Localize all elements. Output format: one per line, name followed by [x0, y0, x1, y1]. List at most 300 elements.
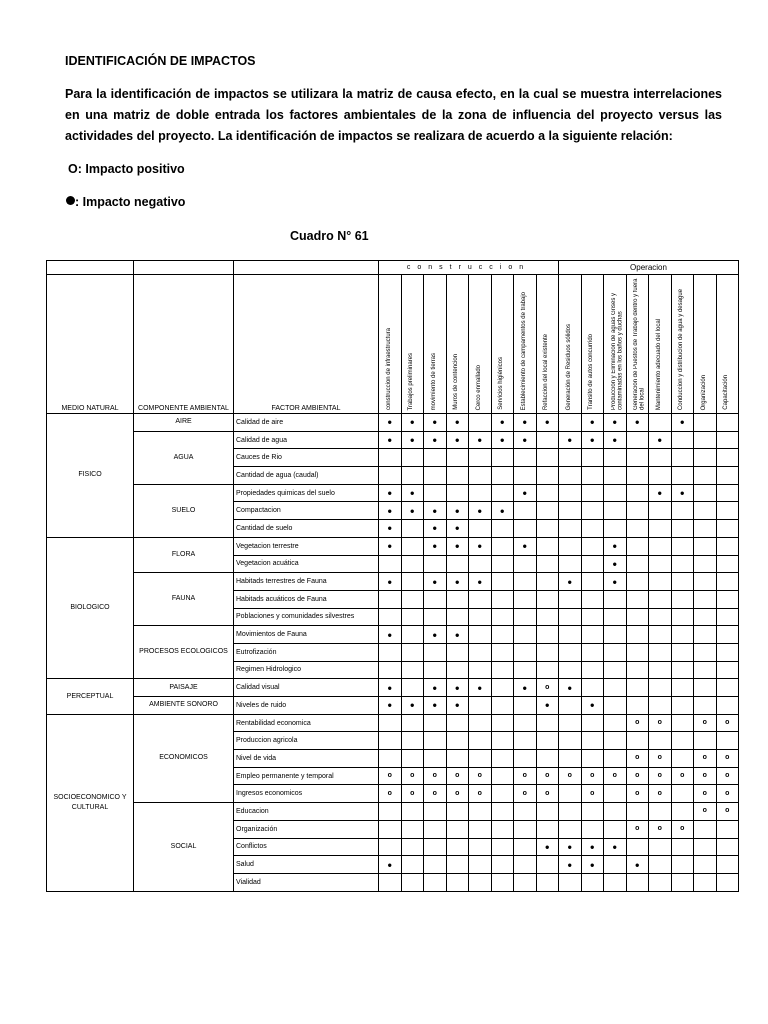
- empty-mark-cell: [401, 803, 424, 821]
- positive-impact-mark: o: [694, 750, 717, 768]
- empty-mark-cell: [604, 732, 627, 750]
- activity-label: Servicios higiénicos: [498, 357, 505, 410]
- empty-mark-cell: [401, 661, 424, 679]
- negative-impact-mark: •: [424, 697, 447, 715]
- empty-mark-cell: [649, 555, 672, 573]
- negative-impact-mark: •: [446, 431, 469, 449]
- component-cell: PROCESOS ECOLOGICOS: [134, 626, 234, 679]
- negative-impact-mark: •: [581, 431, 604, 449]
- positive-impact-mark: o: [469, 767, 492, 785]
- empty-mark-cell: [424, 803, 447, 821]
- empty-mark-cell: [401, 714, 424, 732]
- negative-impact-mark: •: [401, 431, 424, 449]
- activity-header: [514, 275, 537, 414]
- empty-mark-cell: [694, 820, 717, 838]
- empty-mark-cell: [626, 608, 649, 626]
- negative-impact-mark: •: [446, 697, 469, 715]
- activity-label: Capacitación: [723, 375, 730, 410]
- empty-mark-cell: [514, 590, 537, 608]
- component-cell: PAISAJE: [134, 679, 234, 697]
- positive-impact-mark: o: [401, 767, 424, 785]
- empty-mark-cell: [491, 820, 514, 838]
- empty-mark-cell: [626, 573, 649, 591]
- component-cell: FAUNA: [134, 573, 234, 626]
- empty-mark-cell: [469, 697, 492, 715]
- positive-impact-mark: o: [559, 767, 582, 785]
- empty-mark-cell: [446, 467, 469, 485]
- empty-mark-cell: [559, 873, 582, 891]
- empty-mark-cell: [694, 643, 717, 661]
- empty-mark-cell: [716, 484, 739, 502]
- empty-mark-cell: [626, 555, 649, 573]
- empty-mark-cell: [626, 697, 649, 715]
- activity-label: Trabajos preliminares: [408, 352, 415, 410]
- empty-mark-cell: [716, 555, 739, 573]
- activity-header: [424, 275, 447, 414]
- positive-impact-mark: o: [424, 785, 447, 803]
- empty-mark-cell: [716, 467, 739, 485]
- empty-mark-cell: [716, 502, 739, 520]
- factor-cell: Nivel de vida: [234, 750, 379, 768]
- document-title: IDENTIFICACIÓN DE IMPACTOS: [65, 54, 256, 68]
- component-cell: AMBIENTE SONORO: [134, 697, 234, 715]
- factor-cell: Niveles de ruido: [234, 697, 379, 715]
- negative-impact-mark: •: [559, 856, 582, 874]
- negative-impact-mark: •: [536, 838, 559, 856]
- empty-mark-cell: [469, 484, 492, 502]
- matrix-body: [47, 261, 739, 892]
- positive-impact-mark: o: [536, 767, 559, 785]
- negative-impact-mark: •: [559, 431, 582, 449]
- group-header-row: [47, 261, 739, 275]
- empty-mark-cell: [716, 697, 739, 715]
- component-cell: ECONOMICOS: [134, 714, 234, 802]
- empty-mark-cell: [581, 467, 604, 485]
- empty-mark-cell: [649, 467, 672, 485]
- empty-mark-cell: [401, 732, 424, 750]
- empty-mark-cell: [559, 590, 582, 608]
- negative-impact-mark: •: [581, 414, 604, 432]
- factor-cell: Produccion agricola: [234, 732, 379, 750]
- empty-mark-cell: [716, 537, 739, 555]
- empty-mark-cell: [401, 555, 424, 573]
- empty-mark-cell: [446, 449, 469, 467]
- empty-mark-cell: [446, 820, 469, 838]
- empty-mark-cell: [379, 838, 402, 856]
- positive-impact-mark: o: [716, 803, 739, 821]
- empty-mark-cell: [514, 661, 537, 679]
- empty-mark-cell: [446, 590, 469, 608]
- empty-mark-cell: [581, 820, 604, 838]
- empty-mark-cell: [379, 467, 402, 485]
- empty-mark-cell: [581, 449, 604, 467]
- empty-mark-cell: [671, 732, 694, 750]
- empty-mark-cell: [424, 750, 447, 768]
- activity-header: [694, 275, 717, 414]
- negative-impact-mark: •: [536, 414, 559, 432]
- empty-mark-cell: [491, 661, 514, 679]
- positive-impact-mark: o: [694, 785, 717, 803]
- empty-mark-cell: [491, 626, 514, 644]
- empty-mark-cell: [626, 431, 649, 449]
- negative-impact-mark: •: [559, 838, 582, 856]
- empty-mark-cell: [604, 679, 627, 697]
- empty-mark-cell: [491, 714, 514, 732]
- negative-impact-mark: •: [604, 573, 627, 591]
- empty-mark-cell: [694, 449, 717, 467]
- empty-mark-cell: [514, 820, 537, 838]
- factor-cell: Habitads terrestres de Fauna: [234, 573, 379, 591]
- empty-mark-cell: [694, 732, 717, 750]
- empty-mark-cell: [514, 873, 537, 891]
- empty-mark-cell: [536, 449, 559, 467]
- empty-mark-cell: [649, 856, 672, 874]
- empty-mark-cell: [491, 590, 514, 608]
- positive-impact-mark: o: [446, 767, 469, 785]
- negative-impact-mark: •: [626, 414, 649, 432]
- empty-mark-cell: [716, 520, 739, 538]
- empty-mark-cell: [604, 520, 627, 538]
- positive-impact-mark: o: [514, 785, 537, 803]
- negative-impact-mark: •: [604, 431, 627, 449]
- empty-mark-cell: [649, 679, 672, 697]
- positive-impact-mark: o: [694, 714, 717, 732]
- component-cell: FLORA: [134, 537, 234, 572]
- component-cell: SUELO: [134, 484, 234, 537]
- empty-mark-cell: [671, 803, 694, 821]
- empty-mark-cell: [604, 697, 627, 715]
- empty-mark-cell: [401, 873, 424, 891]
- negative-impact-mark: •: [446, 679, 469, 697]
- empty-mark-cell: [671, 714, 694, 732]
- positive-impact-mark: o: [649, 750, 672, 768]
- negative-impact-mark: •: [559, 679, 582, 697]
- empty-mark-cell: [559, 467, 582, 485]
- empty-mark-cell: [514, 732, 537, 750]
- empty-mark-cell: [536, 626, 559, 644]
- activity-label: Mantenimiento adecuado del local: [655, 318, 662, 410]
- empty-mark-cell: [424, 714, 447, 732]
- empty-mark-cell: [581, 502, 604, 520]
- negative-impact-mark: •: [469, 431, 492, 449]
- factor-cell: Vegetacion terrestre: [234, 537, 379, 555]
- negative-impact-mark: •: [514, 537, 537, 555]
- empty-mark-cell: [446, 555, 469, 573]
- empty-mark-cell: [536, 803, 559, 821]
- empty-mark-cell: [446, 714, 469, 732]
- positive-impact-mark: o: [536, 679, 559, 697]
- empty-mark-cell: [649, 643, 672, 661]
- factor-cell: Calidad de aire: [234, 414, 379, 432]
- empty-mark-cell: [716, 573, 739, 591]
- empty-mark-cell: [491, 803, 514, 821]
- negative-impact-mark: •: [424, 537, 447, 555]
- empty-mark-cell: [626, 732, 649, 750]
- empty-mark-cell: [491, 555, 514, 573]
- empty-mark-cell: [491, 873, 514, 891]
- activity-label: Generación de Residuos sólidos: [565, 323, 572, 410]
- empty-mark-cell: [671, 431, 694, 449]
- negative-impact-mark: •: [491, 414, 514, 432]
- factor-cell: Organización: [234, 820, 379, 838]
- empty-mark-cell: [671, 502, 694, 520]
- activity-header: [649, 275, 672, 414]
- empty-mark-cell: [604, 803, 627, 821]
- empty-mark-cell: [626, 537, 649, 555]
- empty-mark-cell: [581, 590, 604, 608]
- empty-mark-cell: [604, 590, 627, 608]
- negative-dot-icon: [66, 196, 75, 205]
- empty-mark-cell: [559, 697, 582, 715]
- empty-mark-cell: [671, 537, 694, 555]
- empty-mark-cell: [379, 732, 402, 750]
- empty-mark-cell: [671, 555, 694, 573]
- empty-mark-cell: [469, 661, 492, 679]
- empty-mark-cell: [581, 661, 604, 679]
- empty-mark-cell: [401, 449, 424, 467]
- category-cell: SOCIOECONOMICO Y CULTURAL: [47, 714, 134, 891]
- negative-impact-mark: •: [581, 856, 604, 874]
- empty-mark-cell: [626, 838, 649, 856]
- positive-impact-mark: o: [536, 785, 559, 803]
- empty-mark-cell: [446, 873, 469, 891]
- negative-impact-mark: •: [469, 502, 492, 520]
- activity-label: Conduccion y distribucion de agua y desague: [678, 288, 685, 410]
- empty-mark-cell: [424, 467, 447, 485]
- empty-mark-cell: [446, 803, 469, 821]
- negative-impact-mark: •: [379, 484, 402, 502]
- group-construccion: construccion: [379, 261, 559, 275]
- empty-mark-cell: [379, 590, 402, 608]
- empty-mark-cell: [446, 856, 469, 874]
- empty-mark-cell: [491, 449, 514, 467]
- empty-mark-cell: [401, 590, 424, 608]
- negative-impact-mark: •: [581, 697, 604, 715]
- empty-mark-cell: [671, 838, 694, 856]
- empty-mark-cell: [626, 520, 649, 538]
- empty-mark-cell: [469, 803, 492, 821]
- empty-mark-cell: [604, 714, 627, 732]
- empty-mark-cell: [491, 520, 514, 538]
- legend-negative: [66, 195, 185, 209]
- empty-mark-cell: [491, 856, 514, 874]
- empty-mark-cell: [379, 661, 402, 679]
- empty-mark-cell: [626, 661, 649, 679]
- empty-mark-cell: [536, 467, 559, 485]
- col-componente-ambiental: COMPONENTE AMBIENTAL: [134, 275, 234, 414]
- negative-impact-mark: •: [581, 838, 604, 856]
- positive-impact-mark: o: [716, 785, 739, 803]
- empty-mark-cell: [716, 838, 739, 856]
- empty-mark-cell: [716, 661, 739, 679]
- empty-mark-cell: [424, 449, 447, 467]
- empty-mark-cell: [604, 502, 627, 520]
- positive-impact-mark: o: [716, 714, 739, 732]
- negative-impact-mark: •: [514, 431, 537, 449]
- empty-mark-cell: [491, 573, 514, 591]
- positive-impact-mark: o: [649, 767, 672, 785]
- empty-mark-cell: [649, 573, 672, 591]
- empty-mark-cell: [536, 820, 559, 838]
- empty-mark-cell: [469, 856, 492, 874]
- empty-mark-cell: [694, 467, 717, 485]
- empty-mark-cell: [424, 732, 447, 750]
- factor-cell: Poblaciones y comunidades silvestres: [234, 608, 379, 626]
- activity-header: [536, 275, 559, 414]
- empty-mark-cell: [559, 661, 582, 679]
- empty-mark-cell: [401, 608, 424, 626]
- empty-mark-cell: [491, 732, 514, 750]
- empty-mark-cell: [446, 661, 469, 679]
- matrix-row: [47, 803, 739, 821]
- empty-mark-cell: [469, 750, 492, 768]
- negative-impact-mark: •: [379, 573, 402, 591]
- positive-impact-mark: o: [446, 785, 469, 803]
- empty-mark-cell: [604, 750, 627, 768]
- positive-impact-mark: o: [604, 767, 627, 785]
- empty-mark-cell: [559, 414, 582, 432]
- activity-header: [581, 275, 604, 414]
- negative-impact-mark: •: [649, 431, 672, 449]
- positive-impact-mark: o: [514, 767, 537, 785]
- factor-cell: Educacion: [234, 803, 379, 821]
- factor-cell: Salud: [234, 856, 379, 874]
- matrix-row: [47, 714, 739, 732]
- empty-mark-cell: [694, 414, 717, 432]
- empty-mark-cell: [514, 643, 537, 661]
- empty-cell: [47, 261, 134, 275]
- empty-mark-cell: [424, 643, 447, 661]
- empty-mark-cell: [469, 608, 492, 626]
- negative-impact-mark: •: [559, 573, 582, 591]
- empty-mark-cell: [716, 643, 739, 661]
- empty-mark-cell: [716, 820, 739, 838]
- empty-mark-cell: [716, 431, 739, 449]
- negative-impact-mark: •: [491, 502, 514, 520]
- empty-mark-cell: [581, 573, 604, 591]
- empty-mark-cell: [671, 608, 694, 626]
- empty-mark-cell: [716, 732, 739, 750]
- empty-mark-cell: [694, 679, 717, 697]
- empty-mark-cell: [671, 785, 694, 803]
- empty-mark-cell: [446, 732, 469, 750]
- activity-label: Cerco enmallado: [475, 364, 482, 410]
- positive-impact-mark: o: [671, 820, 694, 838]
- negative-impact-mark: •: [379, 856, 402, 874]
- empty-mark-cell: [536, 520, 559, 538]
- empty-mark-cell: [694, 431, 717, 449]
- matrix-row: [47, 573, 739, 591]
- empty-mark-cell: [604, 626, 627, 644]
- empty-mark-cell: [401, 679, 424, 697]
- negative-impact-mark: •: [424, 679, 447, 697]
- empty-mark-cell: [491, 467, 514, 485]
- empty-mark-cell: [536, 750, 559, 768]
- component-cell: SOCIAL: [134, 803, 234, 891]
- negative-impact-mark: •: [604, 414, 627, 432]
- positive-impact-mark: o: [649, 820, 672, 838]
- negative-impact-mark: •: [424, 414, 447, 432]
- empty-mark-cell: [424, 838, 447, 856]
- negative-impact-mark: •: [514, 484, 537, 502]
- activity-header: [559, 275, 582, 414]
- negative-impact-mark: •: [446, 414, 469, 432]
- factor-cell: Movimientos de Fauna: [234, 626, 379, 644]
- negative-impact-mark: •: [424, 573, 447, 591]
- empty-mark-cell: [491, 838, 514, 856]
- empty-mark-cell: [514, 750, 537, 768]
- intro-paragraph: Para la identificación de impactos se utilizara la matriz de causa efecto, en la cual se muestra interrelaciones en una matriz de doble entrada los factores ambientales de la zona de influencia del proyecto versus las actividades del proyecto. La identificación de impactos se realizara de acuerdo a la siguiente relación:: [65, 87, 722, 143]
- positive-impact-mark: o: [469, 785, 492, 803]
- empty-mark-cell: [536, 537, 559, 555]
- empty-mark-cell: [469, 467, 492, 485]
- negative-impact-mark: •: [671, 484, 694, 502]
- negative-impact-mark: •: [401, 414, 424, 432]
- empty-cell: [134, 261, 234, 275]
- empty-mark-cell: [424, 484, 447, 502]
- negative-impact-mark: •: [514, 679, 537, 697]
- empty-mark-cell: [649, 697, 672, 715]
- empty-mark-cell: [424, 608, 447, 626]
- negative-impact-mark: •: [379, 502, 402, 520]
- factor-cell: Habitads acuáticos de Fauna: [234, 590, 379, 608]
- empty-mark-cell: [604, 449, 627, 467]
- empty-mark-cell: [716, 449, 739, 467]
- factor-cell: Cantidad de suelo: [234, 520, 379, 538]
- empty-mark-cell: [671, 697, 694, 715]
- negative-impact-mark: •: [469, 573, 492, 591]
- empty-mark-cell: [559, 537, 582, 555]
- empty-mark-cell: [469, 873, 492, 891]
- empty-mark-cell: [559, 820, 582, 838]
- empty-mark-cell: [559, 643, 582, 661]
- negative-impact-mark: •: [424, 502, 447, 520]
- empty-mark-cell: [649, 661, 672, 679]
- empty-mark-cell: [491, 767, 514, 785]
- activity-header: [446, 275, 469, 414]
- empty-mark-cell: [401, 750, 424, 768]
- empty-mark-cell: [716, 679, 739, 697]
- factor-cell: Cantidad de agua (caudal): [234, 467, 379, 485]
- empty-mark-cell: [559, 484, 582, 502]
- empty-mark-cell: [716, 856, 739, 874]
- empty-mark-cell: [694, 608, 717, 626]
- factor-cell: Regimen Hidrologico: [234, 661, 379, 679]
- empty-mark-cell: [604, 661, 627, 679]
- empty-mark-cell: [604, 484, 627, 502]
- impact-matrix: [46, 260, 739, 892]
- matrix-row: [47, 414, 739, 432]
- empty-mark-cell: [626, 679, 649, 697]
- negative-impact-mark: •: [401, 484, 424, 502]
- empty-mark-cell: [469, 590, 492, 608]
- empty-mark-cell: [626, 803, 649, 821]
- empty-mark-cell: [536, 608, 559, 626]
- empty-mark-cell: [491, 750, 514, 768]
- empty-mark-cell: [649, 732, 672, 750]
- empty-mark-cell: [559, 626, 582, 644]
- empty-mark-cell: [536, 714, 559, 732]
- empty-mark-cell: [626, 502, 649, 520]
- empty-mark-cell: [671, 467, 694, 485]
- factor-cell: Empleo permanente y temporal: [234, 767, 379, 785]
- empty-mark-cell: [581, 643, 604, 661]
- empty-mark-cell: [671, 661, 694, 679]
- empty-mark-cell: [694, 573, 717, 591]
- empty-mark-cell: [536, 873, 559, 891]
- empty-mark-cell: [716, 608, 739, 626]
- activity-label: Establecimiento de campamentos de trabajo: [520, 291, 527, 410]
